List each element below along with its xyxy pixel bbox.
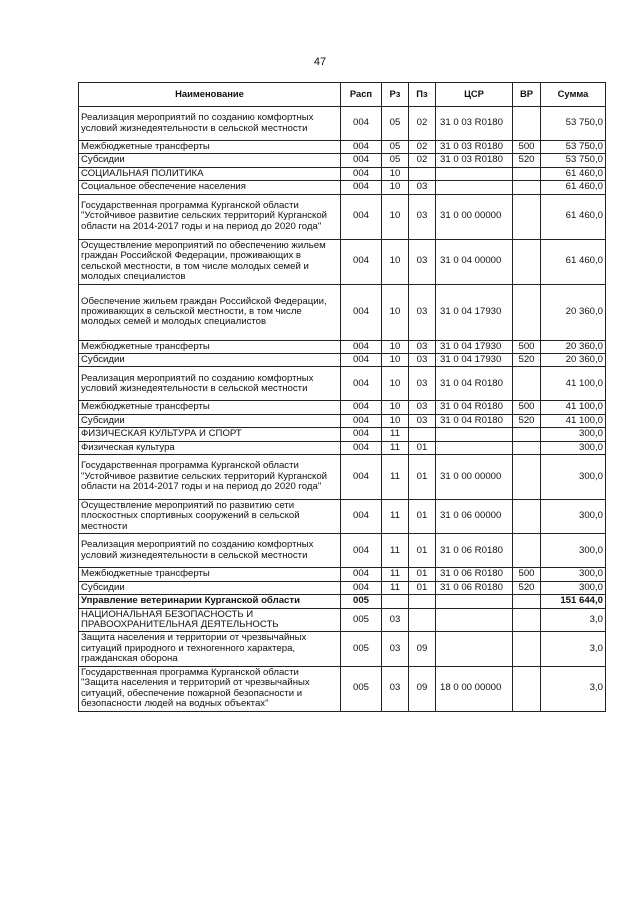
cell-pz: 03 (409, 181, 436, 194)
cell-rasp: 005 (341, 608, 382, 632)
cell-rz: 10 (382, 181, 409, 194)
table-row (79, 568, 606, 581)
cell-vr (513, 284, 541, 340)
cell-name: Реализация мероприятий по созданию комфортных условий жизнедеятельности в сельской местности (79, 534, 341, 568)
col-header-pz: Пз (409, 83, 436, 107)
cell-name: Межбюджетные трансферты (79, 568, 341, 581)
cell-rasp: 004 (341, 581, 382, 594)
cell-rz: 10 (382, 284, 409, 340)
cell-name: Государственная программа Курганской области "Устойчивое развитие сельских территорий Курганской области на 2014-2017 годы и на период до 2020 года" (79, 455, 341, 500)
table-row (79, 239, 606, 284)
cell-name: Осуществление мероприятий по обеспечению жильем граждан Российской Федерации, проживающих в сельской местности, в том числе молодых семей и молодых специалистов (79, 239, 341, 284)
cell-vr (513, 500, 541, 534)
cell-name: НАЦИОНАЛЬНАЯ БЕЗОПАСНОСТЬ И ПРАВООХРАНИТЕЛЬНАЯ ДЕЯТЕЛЬНОСТЬ (79, 608, 341, 632)
cell-name: Межбюджетные трансферты (79, 340, 341, 353)
cell-sum: 3,0 (541, 632, 606, 666)
cell-vr: 500 (513, 568, 541, 581)
cell-rz: 11 (382, 455, 409, 500)
cell-pz: 09 (409, 666, 436, 711)
cell-rz: 10 (382, 340, 409, 353)
col-header-rz: Рз (382, 83, 409, 107)
cell-rasp: 004 (341, 367, 382, 401)
cell-vr (513, 428, 541, 441)
cell-rasp: 004 (341, 167, 382, 180)
cell-vr (513, 595, 541, 608)
cell-pz (409, 167, 436, 180)
cell-vr: 500 (513, 401, 541, 414)
cell-name: Реализация мероприятий по созданию комфортных условий жизнедеятельности в сельской местности (79, 367, 341, 401)
cell-name: Обеспечение жильем граждан Российской Федерации, проживающих в сельской местности, в том числе молодых семей и молодых специалистов (79, 284, 341, 340)
cell-rz: 10 (382, 194, 409, 239)
table-row (79, 167, 606, 180)
cell-name: Осуществление мероприятий по развитию сети плоскостных спортивных сооружений в сельской местности (79, 500, 341, 534)
cell-csr: 31 0 03 R0180 (436, 107, 513, 141)
cell-vr: 520 (513, 581, 541, 594)
cell-sum: 53 750,0 (541, 154, 606, 167)
cell-rasp: 004 (341, 154, 382, 167)
cell-rz: 05 (382, 107, 409, 141)
cell-name: Государственная программа Курганской области "Устойчивое развитие сельских территорий Курганской области на 2014-2017 годы и на период до 2020 года" (79, 194, 341, 239)
cell-vr (513, 441, 541, 454)
cell-pz: 01 (409, 568, 436, 581)
cell-csr: 31 0 00 00000 (436, 455, 513, 500)
col-header-rasp: Расп (341, 83, 382, 107)
cell-rz (382, 595, 409, 608)
cell-pz: 01 (409, 455, 436, 500)
cell-sum: 300,0 (541, 428, 606, 441)
table-header-row (79, 83, 606, 107)
cell-sum: 61 460,0 (541, 194, 606, 239)
cell-rz: 10 (382, 401, 409, 414)
table-row (79, 107, 606, 141)
cell-vr: 520 (513, 414, 541, 427)
cell-pz: 03 (409, 401, 436, 414)
table-row (79, 500, 606, 534)
cell-name: Субсидии (79, 414, 341, 427)
cell-pz: 03 (409, 340, 436, 353)
cell-name: Межбюджетные трансферты (79, 141, 341, 154)
cell-sum: 151 644,0 (541, 595, 606, 608)
cell-csr (436, 441, 513, 454)
cell-sum: 41 100,0 (541, 401, 606, 414)
cell-sum: 300,0 (541, 500, 606, 534)
cell-rz: 11 (382, 568, 409, 581)
cell-name: Субсидии (79, 354, 341, 367)
cell-sum: 20 360,0 (541, 340, 606, 353)
cell-csr: 31 0 04 17930 (436, 284, 513, 340)
cell-vr (513, 534, 541, 568)
cell-rasp: 004 (341, 500, 382, 534)
table-row (79, 441, 606, 454)
cell-name: Социальное обеспечение населения (79, 181, 341, 194)
cell-rz: 11 (382, 500, 409, 534)
cell-rasp: 004 (341, 455, 382, 500)
cell-sum: 300,0 (541, 441, 606, 454)
cell-rasp: 004 (341, 534, 382, 568)
cell-name: Государственная программа Курганской области "Защита населения и территорий от чрезвычайных ситуаций, обеспечение пожарной безопасности и безопасности людей на водных объектах" (79, 666, 341, 711)
cell-rasp: 004 (341, 107, 382, 141)
table-row (79, 608, 606, 632)
col-header-csr: ЦСР (436, 83, 513, 107)
cell-rasp: 004 (341, 340, 382, 353)
table-row (79, 367, 606, 401)
table-row (79, 666, 606, 711)
cell-rasp: 004 (341, 401, 382, 414)
cell-rasp: 004 (341, 354, 382, 367)
cell-pz: 01 (409, 500, 436, 534)
cell-pz: 01 (409, 581, 436, 594)
cell-sum: 41 100,0 (541, 414, 606, 427)
table-row (79, 595, 606, 608)
cell-rz: 03 (382, 666, 409, 711)
col-header-vr: ВР (513, 83, 541, 107)
cell-vr (513, 666, 541, 711)
table-row (79, 414, 606, 427)
cell-csr: 31 0 06 R0180 (436, 534, 513, 568)
cell-sum: 300,0 (541, 455, 606, 500)
cell-rasp: 005 (341, 632, 382, 666)
cell-pz (409, 595, 436, 608)
cell-pz: 03 (409, 414, 436, 427)
table-row (79, 401, 606, 414)
cell-vr (513, 608, 541, 632)
cell-vr (513, 367, 541, 401)
cell-rz: 05 (382, 154, 409, 167)
table-row (79, 141, 606, 154)
cell-sum: 53 750,0 (541, 107, 606, 141)
cell-name: Защита населения и территории от чрезвычайных ситуаций природного и техногенного характера, гражданская оборона (79, 632, 341, 666)
cell-rz: 03 (382, 608, 409, 632)
cell-rz: 05 (382, 141, 409, 154)
table-row (79, 340, 606, 353)
cell-sum: 61 460,0 (541, 181, 606, 194)
cell-sum: 300,0 (541, 534, 606, 568)
cell-csr (436, 608, 513, 632)
cell-csr: 31 0 03 R0180 (436, 154, 513, 167)
cell-rasp: 004 (341, 181, 382, 194)
cell-vr (513, 455, 541, 500)
cell-pz: 09 (409, 632, 436, 666)
cell-rz: 11 (382, 534, 409, 568)
cell-csr: 31 0 04 17930 (436, 354, 513, 367)
table-row (79, 194, 606, 239)
cell-csr: 31 0 04 R0180 (436, 367, 513, 401)
cell-rasp: 004 (341, 568, 382, 581)
cell-csr (436, 167, 513, 180)
cell-csr: 31 0 03 R0180 (436, 141, 513, 154)
cell-csr: 31 0 04 R0180 (436, 414, 513, 427)
cell-csr (436, 181, 513, 194)
cell-pz: 01 (409, 441, 436, 454)
cell-rasp: 004 (341, 284, 382, 340)
table-row (79, 581, 606, 594)
cell-vr: 500 (513, 340, 541, 353)
cell-vr: 520 (513, 354, 541, 367)
cell-pz: 02 (409, 141, 436, 154)
cell-vr (513, 194, 541, 239)
cell-csr: 31 0 04 17930 (436, 340, 513, 353)
cell-sum: 300,0 (541, 568, 606, 581)
table-row (79, 428, 606, 441)
cell-name: Межбюджетные трансферты (79, 401, 341, 414)
cell-name: Субсидии (79, 154, 341, 167)
cell-rasp: 004 (341, 239, 382, 284)
cell-csr (436, 632, 513, 666)
table-row (79, 354, 606, 367)
table-row (79, 632, 606, 666)
col-header-name: Наименование (79, 83, 341, 107)
cell-rz: 11 (382, 441, 409, 454)
cell-vr (513, 632, 541, 666)
table-row (79, 455, 606, 500)
cell-pz: 03 (409, 194, 436, 239)
cell-pz: 02 (409, 107, 436, 141)
cell-rasp: 004 (341, 441, 382, 454)
cell-vr (513, 167, 541, 180)
cell-csr: 31 0 04 00000 (436, 239, 513, 284)
cell-rasp: 004 (341, 141, 382, 154)
cell-sum: 53 750,0 (541, 141, 606, 154)
cell-csr: 31 0 00 00000 (436, 194, 513, 239)
cell-name: ФИЗИЧЕСКАЯ КУЛЬТУРА И СПОРТ (79, 428, 341, 441)
cell-csr (436, 428, 513, 441)
cell-rasp: 005 (341, 595, 382, 608)
cell-vr (513, 239, 541, 284)
cell-rz: 11 (382, 581, 409, 594)
cell-pz: 03 (409, 354, 436, 367)
cell-rasp: 004 (341, 194, 382, 239)
cell-csr: 31 0 06 00000 (436, 500, 513, 534)
cell-rz: 11 (382, 428, 409, 441)
cell-name: СОЦИАЛЬНАЯ ПОЛИТИКА (79, 167, 341, 180)
cell-rasp: 004 (341, 414, 382, 427)
cell-csr: 31 0 04 R0180 (436, 401, 513, 414)
cell-rz: 10 (382, 239, 409, 284)
col-header-sum: Сумма (541, 83, 606, 107)
cell-sum: 41 100,0 (541, 367, 606, 401)
cell-sum: 300,0 (541, 581, 606, 594)
cell-vr: 520 (513, 154, 541, 167)
cell-csr: 31 0 06 R0180 (436, 568, 513, 581)
cell-vr: 500 (513, 141, 541, 154)
cell-pz (409, 428, 436, 441)
cell-name: Физическая культура (79, 441, 341, 454)
cell-pz: 03 (409, 367, 436, 401)
cell-sum: 20 360,0 (541, 284, 606, 340)
cell-rz: 10 (382, 167, 409, 180)
cell-vr (513, 107, 541, 141)
cell-sum: 3,0 (541, 608, 606, 632)
table-row (79, 284, 606, 340)
cell-csr (436, 595, 513, 608)
page-number: 47 (313, 56, 327, 68)
cell-pz: 03 (409, 284, 436, 340)
cell-rasp: 004 (341, 428, 382, 441)
cell-name: Субсидии (79, 581, 341, 594)
cell-sum: 61 460,0 (541, 167, 606, 180)
cell-rz: 10 (382, 414, 409, 427)
table-row (79, 181, 606, 194)
cell-pz (409, 608, 436, 632)
cell-pz: 02 (409, 154, 436, 167)
cell-rz: 10 (382, 367, 409, 401)
cell-rz: 10 (382, 354, 409, 367)
cell-pz: 03 (409, 239, 436, 284)
cell-pz: 01 (409, 534, 436, 568)
budget-table (78, 82, 606, 712)
table-row (79, 154, 606, 167)
table-row (79, 534, 606, 568)
cell-sum: 20 360,0 (541, 354, 606, 367)
cell-rz: 03 (382, 632, 409, 666)
cell-sum: 3,0 (541, 666, 606, 711)
cell-sum: 61 460,0 (541, 239, 606, 284)
cell-vr (513, 181, 541, 194)
cell-csr: 18 0 00 00000 (436, 666, 513, 711)
cell-rasp: 005 (341, 666, 382, 711)
cell-name: Управление ветеринарии Курганской области (79, 595, 341, 608)
cell-name: Реализация мероприятий по созданию комфортных условий жизнедеятельности в сельской местности (79, 107, 341, 141)
cell-csr: 31 0 06 R0180 (436, 581, 513, 594)
